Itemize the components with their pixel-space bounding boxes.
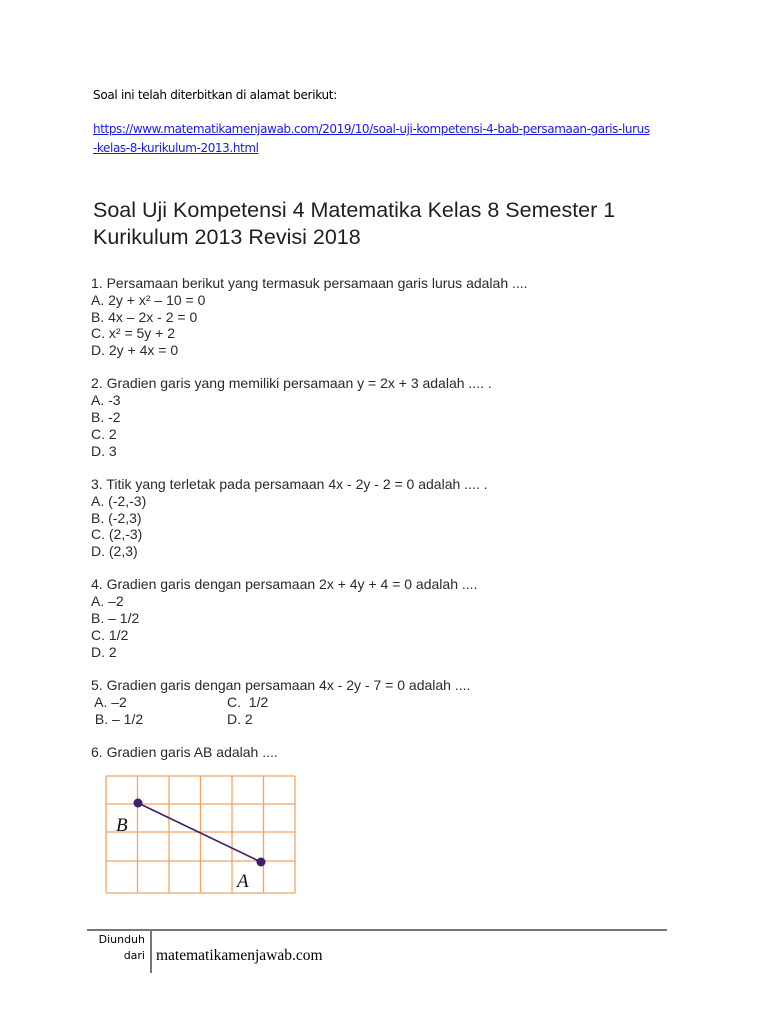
source-link[interactable]: https://www.matematikamenjawab.com/2019/10/soal-uji-kompetensi-4-bab-persamaan-garis-lurus-kelas-8-kurikulum-2013.html: [93, 122, 650, 155]
question-text: 4. Gradien garis dengan persamaan 2x + 4y + 4 = 0 adalah ....: [91, 576, 478, 593]
option-c: C. x² = 5y + 2: [91, 325, 176, 342]
question-5: [91, 677, 691, 727]
option-a: A. –2: [91, 593, 124, 610]
option-b: B. – 1/2: [91, 710, 144, 727]
question-text: 3. Titik yang terletak pada persamaan 4x - 2y - 2 = 0 adalah .... .: [91, 475, 488, 492]
intro-text: Soal ini telah diterbitkan di alamat berikut:: [93, 88, 337, 102]
question-text: 6. Gradien garis AB adalah ....: [91, 743, 278, 760]
gradient-grid-figure: [104, 775, 296, 895]
point-b: [134, 799, 143, 808]
option-a: A. -3: [91, 392, 121, 409]
option-c: C. (2,-3): [91, 526, 143, 543]
footer-label-line2: dari: [123, 949, 145, 962]
footer-vertical-divider: [150, 929, 152, 973]
option-d: D. 2: [91, 643, 117, 660]
option-b: B. 4x – 2x - 2 = 0: [91, 308, 198, 325]
option-d: D. 2y + 4x = 0: [91, 342, 179, 359]
option-c: C. 1/2: [91, 626, 129, 643]
option-a: A. (-2,-3): [91, 492, 147, 509]
question-text: 5. Gradien garis dengan persamaan 4x - 2y - 7 = 0 adalah ....: [91, 676, 471, 693]
option-a: A. –2: [91, 693, 127, 710]
option-c: C. 1/2: [227, 693, 269, 710]
footer-label: [90, 932, 145, 964]
question-3: [91, 476, 691, 560]
option-d: D. 2: [227, 710, 253, 727]
option-d: D. 3: [91, 442, 117, 459]
footer-label-line1: Diunduh: [98, 933, 145, 946]
grid-lines: [106, 776, 295, 893]
point-a: [257, 858, 266, 867]
option-grid: [91, 694, 691, 728]
option-b: B. (-2,3): [91, 509, 142, 526]
footer-divider: [87, 929, 667, 931]
question-text: 1. Persamaan berikut yang termasuk persamaan garis lurus adalah ....: [91, 275, 528, 291]
option-b: B. -2: [91, 409, 121, 426]
question-1: [91, 275, 691, 359]
page-title: Soal Uji Kompetensi 4 Matematika Kelas 8 Semester 1 Kurikulum 2013 Revisi 2018: [93, 198, 616, 249]
option-d: D. (2,3): [91, 543, 138, 560]
question-text: 2. Gradien garis yang memiliki persamaan y = 2x + 3 adalah .... .: [91, 375, 492, 392]
question-2: [91, 375, 691, 459]
question-4: [91, 576, 691, 660]
question-6: [91, 744, 691, 761]
question-list: [91, 275, 691, 777]
option-a: A. 2y + x² – 10 = 0: [91, 291, 206, 308]
option-c: C. 2: [91, 425, 117, 442]
point-b-label: B: [116, 815, 128, 836]
footer-site: matematikamenjawab.com: [156, 947, 323, 964]
option-b: B. – 1/2: [91, 610, 140, 627]
point-a-label: A: [237, 871, 249, 892]
